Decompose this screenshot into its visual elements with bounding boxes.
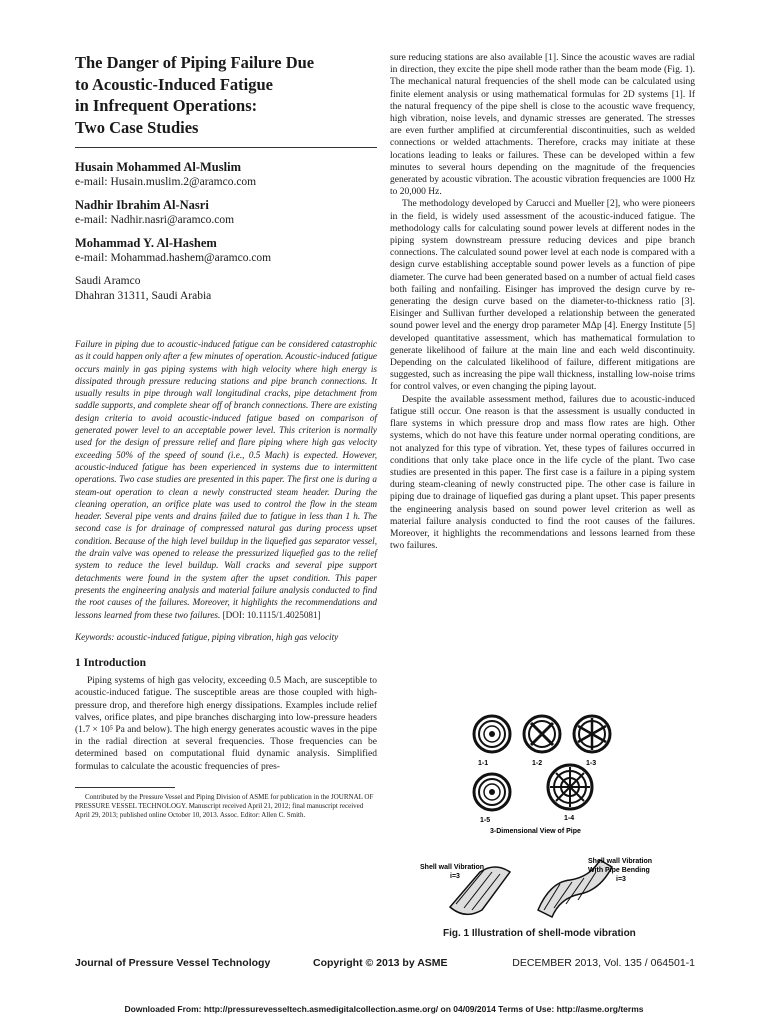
body-paragraph: Despite the available assessment method, failures due to acoustic-induced fatigue still occur. One reason is that the assessment is usually conducted in flare systems in which pressure drop and mass flow rates are high. Other systems, which do not have this feature under normal operating conditions, are not analyzed for this type of vibration. Yet, these types of failures occurred in conditions that only take place once in the life cycle of the plant. Two case studies are presented in this paper. The first case is a failure in a piping system during steam-cleaning of newly constructed pipe. The other case is failure in piping due to drainage of liquefied gas during a plant upset. This paper presents the engineering analysis based on sound power level criterion as well as material failure analysis conducted to find the root causes of the failures. Moreover, it highlights the recommendations and lessons learned from these two failures.: [390, 394, 695, 552]
doi[interactable]: [DOI: 10.1115/1.4025081]: [222, 609, 321, 620]
shell-label: Shell wall Vibration: [588, 858, 653, 865]
footnote-divider: [75, 787, 175, 788]
shell-label: i=3: [616, 876, 626, 883]
mode-1-4-icon: [548, 765, 592, 809]
abstract: Failure in piping due to acoustic-induced fatigue can be considered catastrophic as it could happen only after a few minutes of operation. Acoustic-induced fatigue occurs mainly in gas piping systems with high velocity where high energy is dissipated through pressure reducing stations and pipe branch connections. It usually results in pipe through wall longitudinal cracks, pipe detachment from saddle supports, and complete shear off of branch connections. There are existing design criteria to avoid acoustic-induced fatigue based on comparison of generated power level to an acceptable power level. This criterion is normally used for the design of pressure relief and flare piping where high gas velocity exceeding 50% of the speed of sound (i.e., 0.5 Mach) is expected. However, acoustic-induced fatigue has been experienced in systems due to intermittent operations. Two case studies are presented in this paper. The first one is during a steam-out operation to clean a newly constructed steam header. During the cleaning operation, an orifice plate was used to control the flow in the steam header. Several pipe vents and drains failed due to fatigue in less than 1 h. The second case is for drainage of compressed natural gas during process upset condition. Because of the high level buildup in the liquefied gas separator vessel, the drain valve was opened to release the pressurized liquefied gas to the relief system to reduce the level buildup. Wall cracks and several pipe support detachments were found in the system after the upset condition. This paper presents the engineering analysis and material failure analysis conducted to find the root causes of the failures. Moreover, it highlights the recommendations and lessons learned from these two failures. [DOI: 10.1115/1.4025081]: [75, 339, 377, 620]
mode-label: 1-1: [478, 760, 489, 767]
mode-1-1-icon: [474, 716, 510, 752]
mode-label: 1-4: [564, 815, 575, 822]
copyright: Copyright © 2013 by ASME: [313, 957, 448, 969]
section-heading: 1 Introduction: [75, 657, 147, 670]
mode-label: 1-5: [480, 817, 491, 824]
download-notice[interactable]: Downloaded From: http://pressurevesseltech.asmedigitalcollection.asme.org/ on 04/09/2014 Terms of Use: http://asme.org/terms: [124, 1004, 644, 1014]
author-email[interactable]: e-mail: Mohammad.hashem@aramco.com: [75, 252, 272, 264]
left-column: [75, 52, 377, 821]
journal-name: Journal of Pressure Vessel Technology: [75, 957, 271, 969]
intro-paragraph: Piping systems of high gas velocity, exceeding 0.5 Mach, are susceptible to acoustic-induced fatigue. The susceptible areas are those coupled with high-pressure drop, and therefore high energy dissipations. Examples include relief valves, orifice plates, and pipe branches discharging into low-pressure headers (1.7 × 10⁵ Pa and below). The high energy generates acoustic waves in the pipe in the radial direction at several frequencies. Those frequencies can be determined based on computational fluid dynamic analysis. Simplified formulas to calculate the acoustic frequencies of pres-: [75, 676, 377, 772]
shell-label: i=3: [450, 873, 460, 880]
body-paragraph: The methodology developed by Carucci and Mueller [2], who were pioneers in the field, is widely used assessment of the acoustic-induced fatigue. The methodology calls for calculating sound power levels at different nodes in the piping system downstream pressure reducing devices and pipe branch connections. The calculated sound power level at each node is compared with a design curve establishing acceptable sound power levels as a function of pipe diameter. The curve had been generated based on a number of actual field cases both failing and nonfailing. Eisinger has improved the design curve by re-generating the design curve based on the diameter-to-thickness ratio [3]. Eisinger and Sullivan further developed a relationship between the generated sound power level and the energy drop parameter MΔp [4]. Energy Institute [5] developed quantitative assessment, which has mathematical formulation to generate likelihood of failure at the main line and each weld discontinuity. Depending on the calculated likelihood of failure, different mitigations are suggested, such as increasing the pipe wall thickness, installing low-noise trims for control valves, or even changing the piping layout.: [390, 199, 695, 393]
affiliation: Saudi Aramco Dhahran 31311, Saudi Arabia: [75, 275, 212, 302]
issue-info: DECEMBER 2013, Vol. 135 / 064501-1: [512, 957, 695, 969]
paper-title: The Danger of Piping Failure Due to Acoustic-Induced Fatigue in Infrequent Operations: Two Case Studies: [75, 53, 315, 137]
mode-label: 1-2: [532, 760, 543, 767]
view-label: 3-Dimensional View of Pipe: [490, 828, 581, 835]
shell-label: Shell wall Vibration: [420, 864, 485, 871]
title-divider: [75, 147, 377, 148]
author-name: Mohammad Y. Al-Hashem: [75, 236, 217, 250]
author-name: Nadhir Ibrahim Al-Nasri: [75, 198, 209, 212]
mode-1-2-icon: [524, 716, 560, 752]
right-column: [390, 52, 695, 552]
body-paragraph: sure reducing stations are also available [1]. Since the acoustic waves are radial in direction, they excite the pipe shell mode rather than the beam mode (Fig. 1). The mechanical natural frequencies of the shell mode can be calculated using finite element analysis or using mathematical formulas for 2D systems [1]. If the natural frequency of the pipe shell is close to the acoustic wave frequency, high vibration, noise levels, and dynamic stresses are generated. The stresses are even further amplified at circumferential discontinuities, such as welded connections or welded attachments. Therefore, cracks may initiate at these locations leading to leaks or failures. These can be developed within a few minutes to several hours depending on the magnitude of the frequencies generated by acoustic vibration. The acoustic vibration frequencies are 1000 Hz to 20,000 Hz.: [390, 53, 695, 198]
shell-label: With Pipe Bending: [588, 867, 650, 874]
author-email[interactable]: e-mail: Nadhir.nasri@aramco.com: [75, 214, 235, 226]
keywords: Keywords: acoustic-induced fatigue, piping vibration, high gas velocity: [75, 631, 339, 642]
footnote: Contributed by the Pressure Vessel and Piping Division of ASME for publication in the JOURNAL OF PRESSURE VESSEL TECHNOLOGY. Manuscript received April 21, 2012; final manuscript received April 29, 2013; published online October 10, 2013. Assoc. Editor: Allen C. Smith.: [75, 792, 374, 820]
author-email[interactable]: e-mail: Husain.muslim.2@aramco.com: [75, 176, 257, 188]
figure-shell-mode: [420, 712, 675, 924]
mode-1-3-icon: [574, 716, 610, 752]
author-name: Husain Mohammed Al-Muslim: [75, 160, 241, 174]
mode-1-5-icon: [474, 774, 510, 810]
mode-label: 1-3: [586, 760, 597, 767]
figure-caption: Fig. 1 Illustration of shell-mode vibration: [443, 928, 636, 939]
